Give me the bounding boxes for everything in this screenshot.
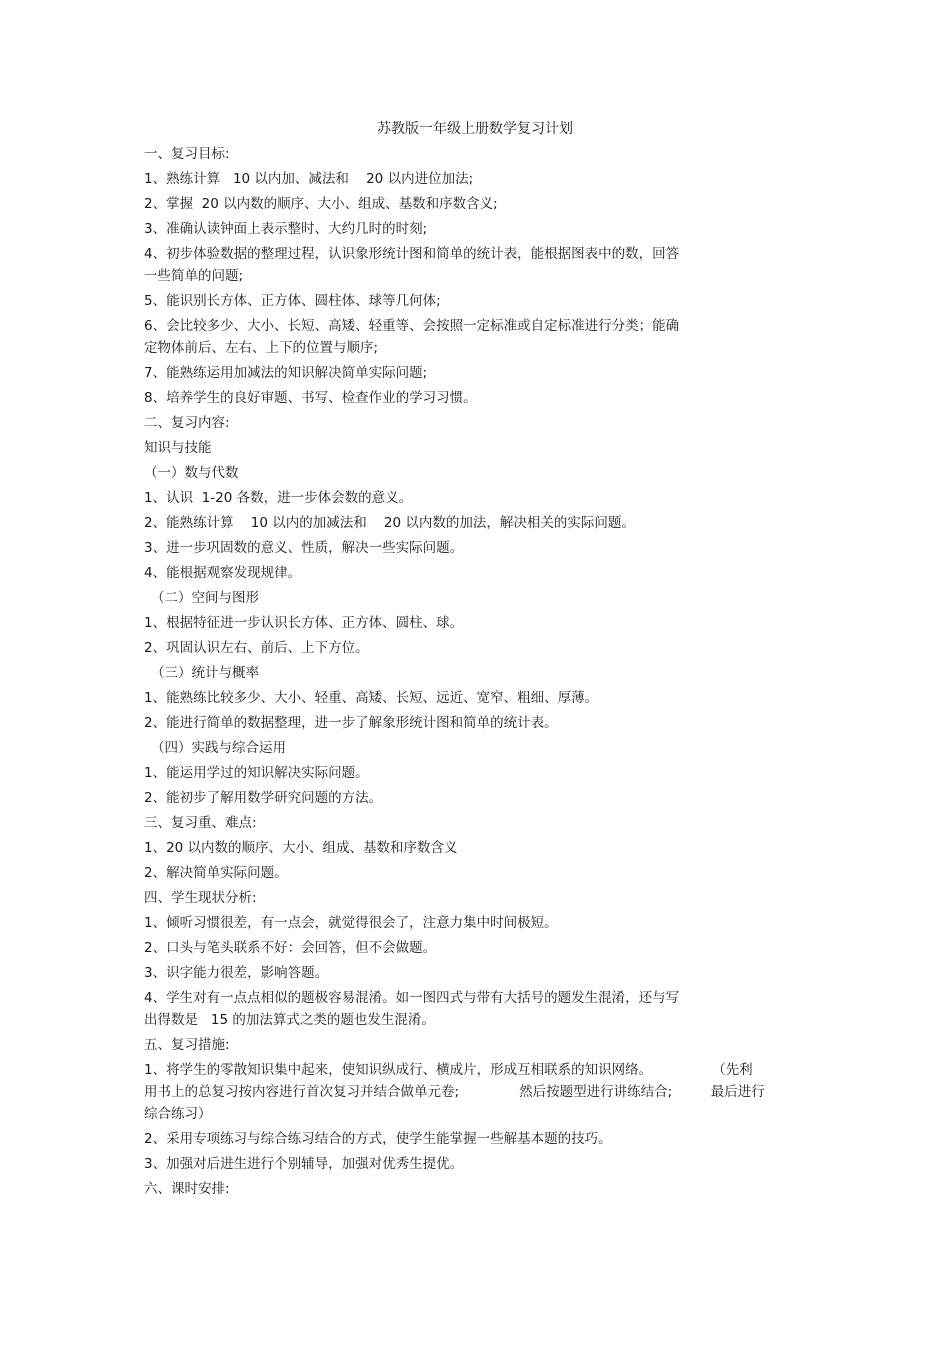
- goal-item-2: 2、掌握 20 以内数的顺序、大小、组成、基数和序数含义;: [144, 196, 498, 212]
- goal-item-7: 7、能熟练运用加减法的知识解决简单实际问题;: [144, 365, 428, 381]
- content-item: 3、进一步巩固数的意义、性质，解决一些实际问题。: [144, 540, 464, 556]
- measure-item-3: 3、加强对后进生进行个别辅导，加强对优秀生提优。: [144, 1156, 464, 1172]
- content-item: 1、认识 1-20 各数，进一步体会数的意义。: [144, 490, 413, 506]
- goal-item-1: 1、熟练计算 10 以内加、减法和 20 以内进位加法;: [144, 171, 474, 187]
- goal-item-6-cont: 定物体前后、左右、上下的位置与顺序;: [144, 340, 379, 356]
- document-title: 苏教版一年级上册数学复习计划: [377, 121, 573, 137]
- analysis-item: 1、倾听习惯很差，有一点会，就觉得很会了，注意力集中时间极短。: [144, 915, 558, 931]
- content-item: 4、能根据观察发现规律。: [144, 565, 302, 581]
- analysis-item-cont: 出得数是 15 的加法算式之类的题也发生混淆。: [144, 1012, 435, 1028]
- goal-item-3: 3、准确认读钟面上表示整时、大约几时的时刻;: [144, 221, 428, 237]
- goal-item-5: 5、能识别长方体、正方体、圆柱体、球等几何体;: [144, 293, 441, 309]
- goal-item-6: 6、会比较多少、大小、长短、高矮、轻重等、会按照一定标准或自定标准进行分类；能确: [144, 318, 680, 334]
- measure-item-2: 2、采用专项练习与综合练习结合的方式，使学生能掌握一些解基本题的技巧。: [144, 1131, 612, 1147]
- measure-item-1-cont: 综合练习）: [144, 1106, 212, 1122]
- goal-item-4-cont: 一些简单的问题;: [144, 268, 244, 284]
- section-heading-content: 二、复习内容:: [144, 415, 230, 431]
- section-heading-schedule: 六、课时安排:: [144, 1181, 230, 1197]
- key-point-item: 2、解决简单实际问题。: [144, 865, 288, 881]
- analysis-item: 4、学生对有一点点相似的题极容易混淆。如一图四式与带有大括号的题发生混淆，还与写: [144, 990, 680, 1006]
- content-item: 2、能进行简单的数据整理，进一步了解象形统计图和简单的统计表。: [144, 715, 558, 731]
- content-item: 1、根据特征进一步认识长方体、正方体、圆柱、球。: [144, 615, 464, 631]
- content-item: 2、巩固认识左右、前后、上下方位。: [144, 640, 369, 656]
- subsection-space-shape: （二）空间与图形: [151, 590, 259, 606]
- subsection-practice: （四）实践与综合运用: [151, 740, 286, 756]
- section-heading-key-points: 三、复习重、难点:: [144, 815, 257, 831]
- measure-item-1: 1、将学生的零散知识集中起来，使知识纵成行、横成片，形成互相联系的知识网络。 （先利: [144, 1062, 753, 1078]
- content-item: 2、能初步了解用数学研究问题的方法。: [144, 790, 383, 806]
- goal-item-8: 8、培养学生的良好审题、书写、检查作业的学习习惯。: [144, 390, 477, 406]
- analysis-item: 3、识字能力很差，影响答题。: [144, 965, 329, 981]
- key-point-item: 1、20 以内数的顺序、大小、组成、基数和序数含义: [144, 840, 458, 856]
- content-item: 2、能熟练计算 10 以内的加减法和 20 以内数的加法，解决相关的实际问题。: [144, 515, 635, 531]
- section-heading-measures: 五、复习措施:: [144, 1037, 230, 1053]
- analysis-item: 2、口头与笔头联系不好：会回答，但不会做题。: [144, 940, 437, 956]
- document-body: [144, 145, 804, 1205]
- section-heading-goals: 一、复习目标:: [144, 146, 230, 162]
- section-heading-analysis: 四、学生现状分析:: [144, 890, 257, 906]
- content-item: 1、能熟练比较多少、大小、轻重、高矮、长短、远近、宽窄、粗细、厚薄。: [144, 690, 599, 706]
- content-item: 1、能运用学过的知识解决实际问题。: [144, 765, 369, 781]
- measure-item-1-cont: 用书上的总复习按内容进行首次复习并结合做单元卷; 然后按题型进行讲练结合; 最后进行: [144, 1084, 765, 1100]
- goal-item-4: 4、初步体验数据的整理过程，认识象形统计图和简单的统计表，能根据图表中的数，回答: [144, 246, 680, 262]
- subsection-number-algebra: （一）数与代数: [144, 465, 239, 481]
- subheading-knowledge-skills: 知识与技能: [144, 440, 212, 456]
- subsection-statistics: （三）统计与概率: [151, 665, 259, 681]
